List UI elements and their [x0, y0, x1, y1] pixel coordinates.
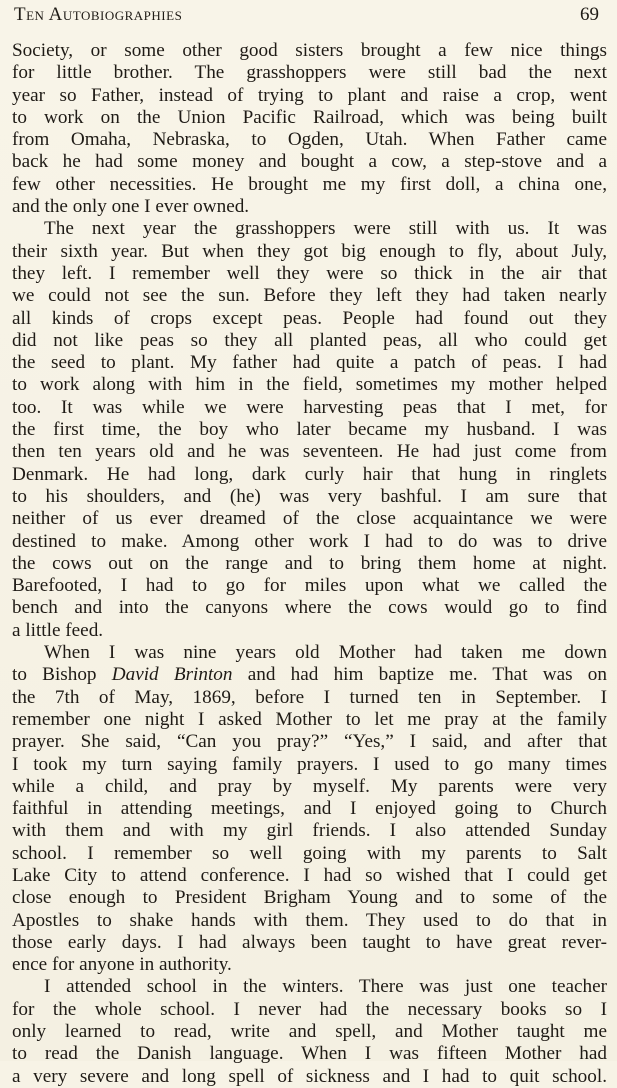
text-line: prayer. She said, “Can you pray?” “Yes,” I said, and after that: [12, 731, 607, 753]
paragraph-3: [12, 642, 607, 976]
page-number: 69: [580, 4, 599, 25]
paragraph-2: [12, 218, 607, 642]
text-line: When I was nine years old Mother had taken me down: [44, 642, 607, 664]
text-line: the 7th of May, 1869, before I turned ten in September. I: [12, 686, 607, 708]
text-line: to read the Danish language. When I was fifteen Mother had: [12, 1043, 607, 1065]
paragraph-1: [12, 40, 607, 218]
text-line: those early days. I had always been taught to have great rever-: [12, 931, 607, 953]
text-line: back he had some money and bought a cow, a step-stove and a: [12, 151, 607, 173]
text-line: only learned to read, write and spell, and Mother taught me: [12, 1021, 607, 1043]
body-text: [12, 40, 607, 1088]
text-line: bench and into the canyons where the cows would go to find: [12, 597, 607, 619]
text-line: I attended school in the winters. There was just one teacher: [44, 976, 607, 998]
text-line: their sixth year. But when they got big enough to fly, about July,: [12, 240, 607, 262]
text-line: did not like peas so they all planted peas, all who could get: [12, 329, 607, 351]
text-line: Society, or some other good sisters brought a few nice things: [12, 40, 607, 61]
text-line: few other necessities. He brought me my first doll, a china one,: [12, 173, 607, 195]
text-line: Barefooted, I had to go for miles upon what we called the: [12, 575, 607, 597]
text-line: destined to make. Among other work I had to do was to drive: [12, 530, 607, 552]
text-line: a very severe and long spell of sickness and I had to quit school.: [12, 1065, 607, 1087]
text-line: year so Father, instead of trying to plant and raise a crop, went: [12, 84, 607, 106]
italic-name: David Brinton: [111, 664, 233, 686]
text-line: we could not see the sun. Before they left they had taken nearly: [12, 285, 607, 307]
text-line: the cows out on the range and to bring them home at night.: [12, 552, 607, 574]
text-line: Denmark. He had long, dark curly hair that hung in ringlets: [12, 463, 607, 485]
text-line: The next year the grasshoppers were still with us. It was: [44, 218, 607, 240]
text-line: to work on the Union Pacific Railroad, which was being built: [12, 106, 607, 128]
text-line: and the only one I ever owned.: [12, 196, 250, 218]
text-line: all kinds of crops except peas. People had found out they: [12, 307, 607, 329]
text-line: close enough to President Brigham Young and to some of the: [12, 887, 607, 909]
text-line: to Bishop David Brinton and had him baptize me. That was on: [12, 664, 607, 686]
text-line: ence for anyone in authority.: [12, 954, 232, 976]
paragraph-4: [12, 976, 607, 1087]
text-line: the first time, the boy who later became my husband. I was: [12, 419, 607, 441]
text-line: from Omaha, Nebraska, to Ogden, Utah. When Father came: [12, 129, 607, 151]
text-line: Lake City to attend conference. I had so wished that I could get: [12, 864, 607, 886]
text-line: Apostles to shake hands with them. They used to do that in: [12, 909, 607, 931]
text-line: they left. I remember well they were so thick in the air that: [12, 262, 607, 284]
text-line: the seed to plant. My father had quite a patch of peas. I had: [12, 352, 607, 374]
text-line: for little brother. The grasshoppers were still bad the next: [12, 62, 607, 84]
text-line: faithful in attending meetings, and I enjoyed going to Church: [12, 798, 607, 820]
text-line: too. It was while we were harvesting peas that I met, for: [12, 396, 607, 418]
text-line: then ten years old and he was seventeen. He had just come from: [12, 441, 607, 463]
text-line: I took my turn saying family prayers. I used to go many times: [12, 753, 607, 775]
text-line: to work along with him in the field, sometimes my mother helped: [12, 374, 607, 396]
text-line: school. I remember so well going with my parents to Salt: [12, 842, 607, 864]
text-line: remember one night I asked Mother to let me pray at the family: [12, 708, 607, 730]
text-line: a little feed.: [12, 619, 104, 641]
text-line: to his shoulders, and (he) was very bashful. I am sure that: [12, 485, 607, 507]
text-line: with them and with my girl friends. I also attended Sunday: [12, 820, 607, 842]
text-line: neither of us ever dreamed of the close acquaintance we were: [12, 508, 607, 530]
text-line: while a child, and pray by myself. My parents were very: [12, 775, 607, 797]
running-head: Ten Autobiographies: [14, 4, 183, 25]
text-line: for the whole school. I never had the necessary books so I: [12, 998, 607, 1020]
